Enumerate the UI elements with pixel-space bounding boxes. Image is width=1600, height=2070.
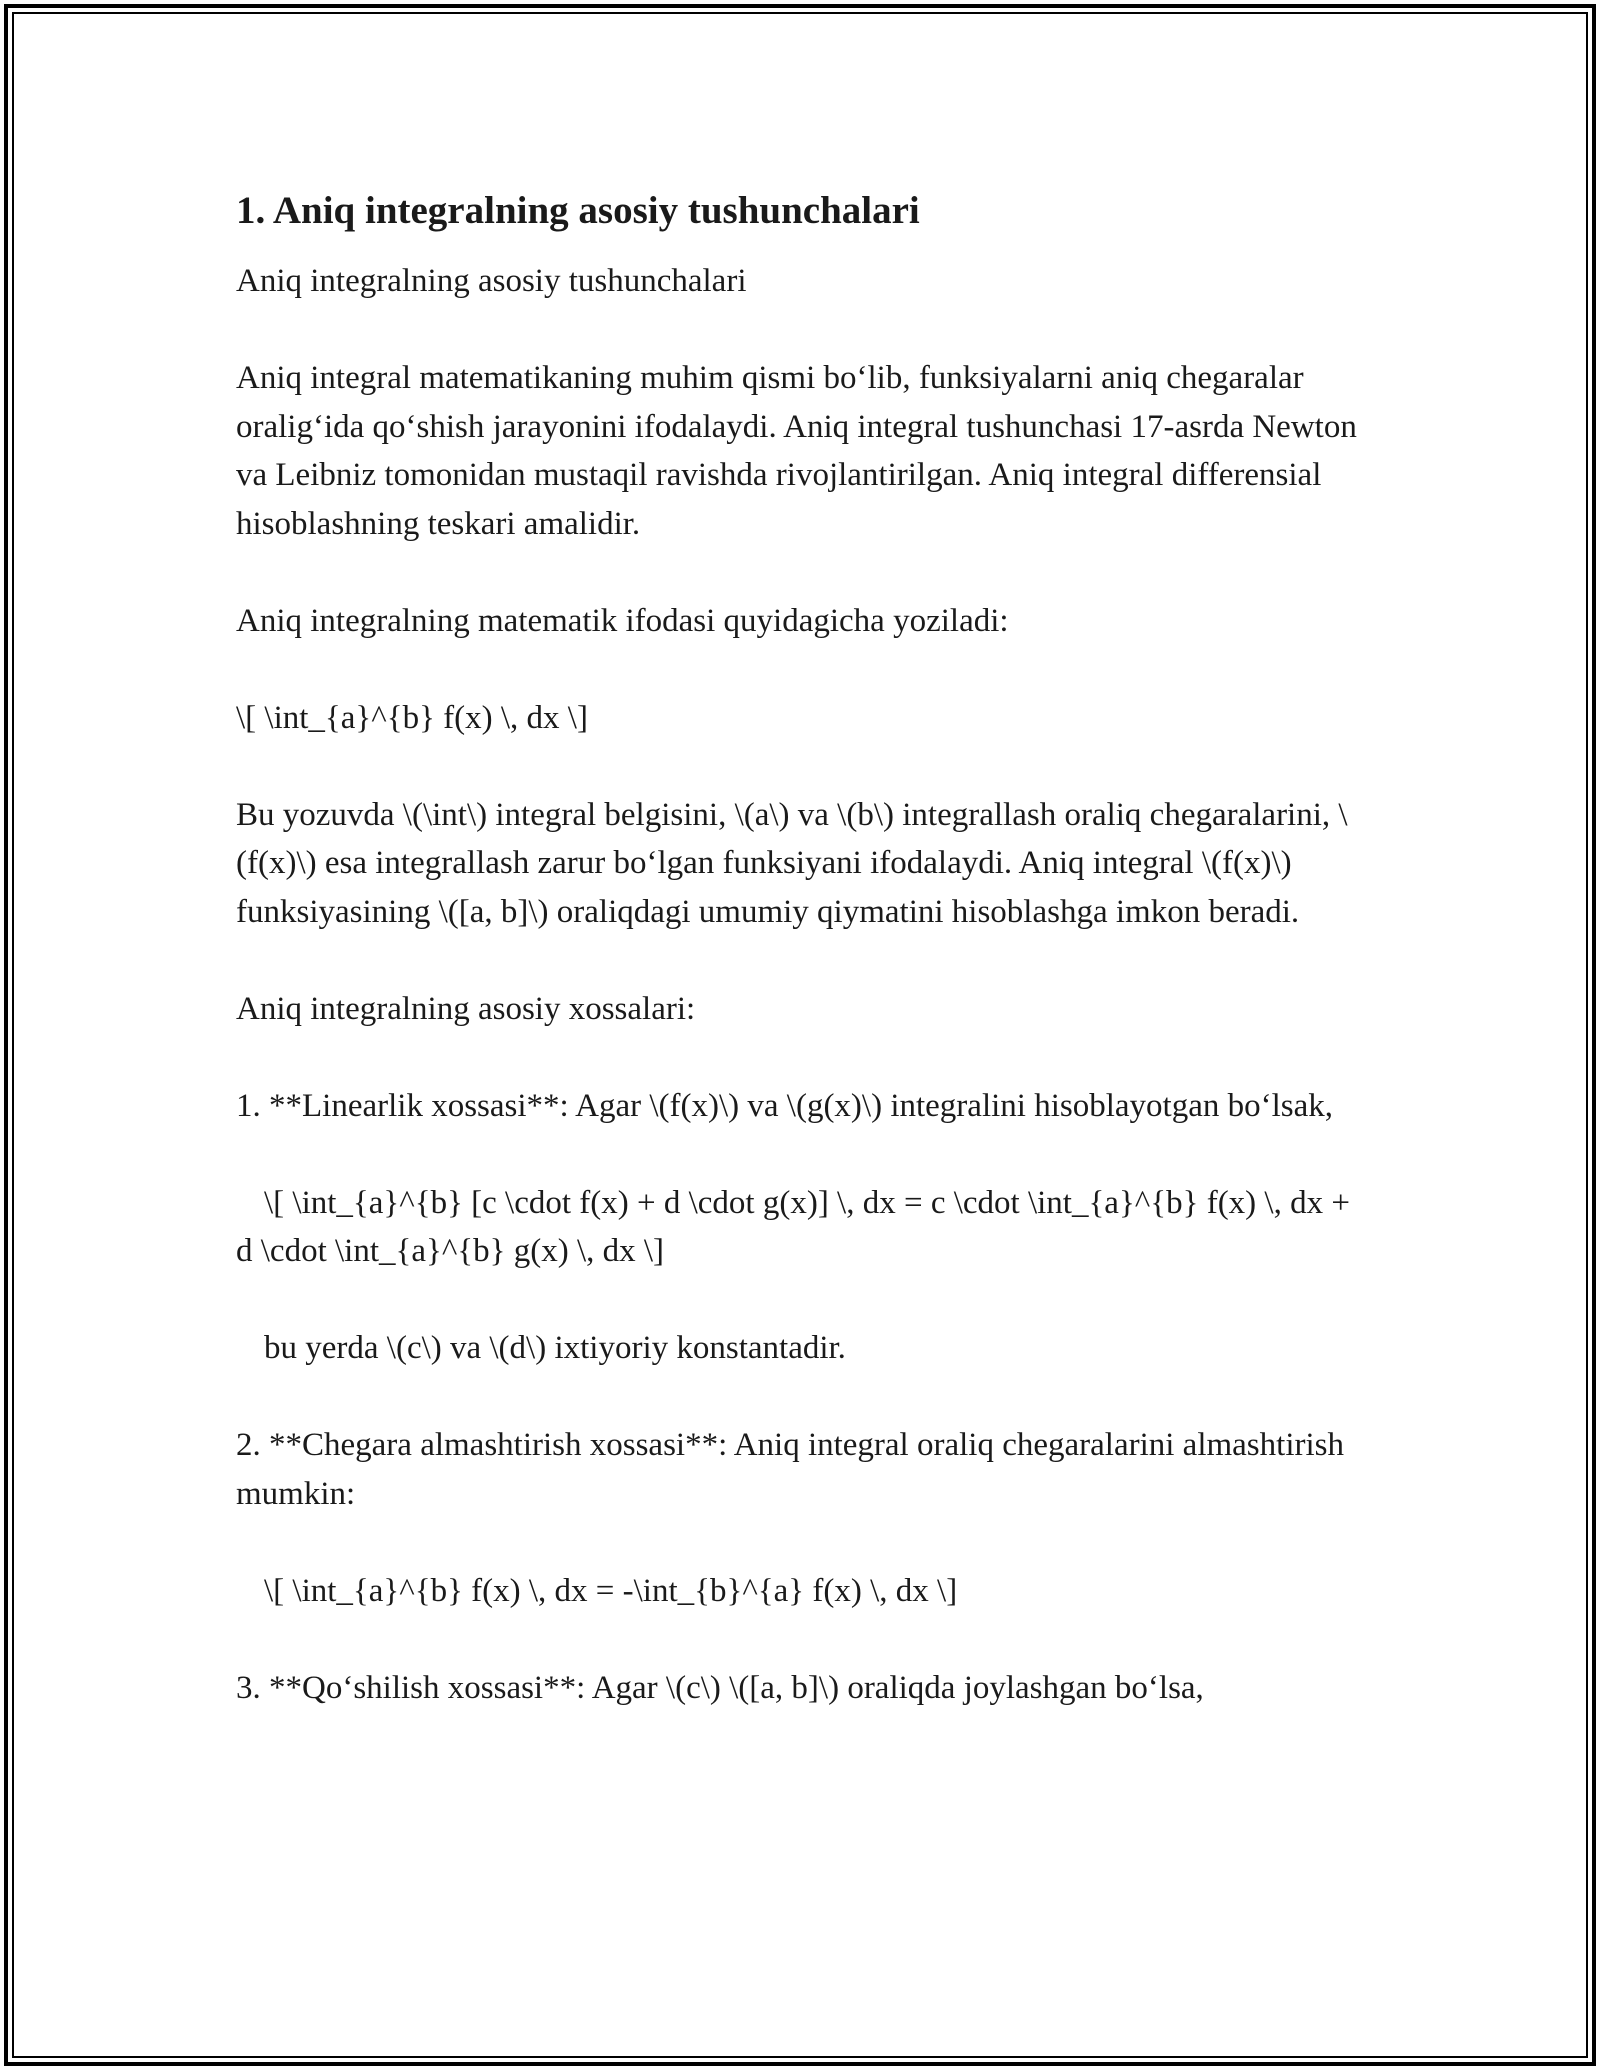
formula-definite-integral: \[ \int_{a}^{b} f(x) \, dx \] [236, 699, 588, 736]
paragraph-formula-lead: Aniq integralning matematik ifodasi quyidagicha yoziladi: [236, 602, 1009, 639]
formula-linearity: \[ \int_{a}^{b} [c \cdot f(x) + d \cdot g(x)] \, dx = c \cdot \int_{a}^{b} f(x) \, dx + d \cdot \int_{a}^{b} g(x) \, dx \] [236, 1184, 1359, 1269]
property-limit-swap: 2. **Chegara almashtirish xossasi**: Aniq integral oraliq chegaralarini almashtirish mumkin: [236, 1427, 1353, 1512]
paragraph-notation: Bu yozuvda \(\int\) integral belgisini, \(a\) va \(b\) integrallash oraliq chegaralarini, \(f(x)\) esa integrallash zarur bo‘lgan funksiyani ifodalaydi. Aniq integral \(f(x)\) funksiyasining \([a, b]\) oraliqdagi umumiy qiymatini hisoblashga imkon beradi. [236, 796, 1348, 930]
paragraph-subtitle: Aniq integralning asosiy tushunchalari [236, 263, 747, 299]
property-additivity: 3. **Qo‘shilish xossasi**: Agar \(c\) \([a, b]\) oraliqda joylashgan bo‘lsa, [236, 1669, 1204, 1706]
property-linearity: 1. **Linearlik xossasi**: Agar \(f(x)\) va \(g(x)\) integralini hisoblayotgan bo‘lsak, [236, 1087, 1333, 1124]
paragraph-constants-note: bu yerda \(c\) va \(d\) ixtiyoriy konstantadir. [264, 1330, 846, 1366]
formula-limit-swap: \[ \int_{a}^{b} f(x) \, dx = -\int_{b}^{a} f(x) \, dx \] [264, 1572, 958, 1609]
paragraph-properties-heading: Aniq integralning asosiy xossalari: [236, 990, 696, 1027]
paragraph-intro: Aniq integral matematikaning muhim qismi bo‘lib, funksiyalarni aniq chegaralar oralig‘ida qo‘shish jarayonini ifodalaydi. Aniq integral tushunchasi 17-asrda Newton va Leibniz tomonidan mustaqil ravishda rivojlantirilgan. Aniq integral differensial hisoblashning teskari amalidir. [236, 360, 1366, 542]
document-title: 1. Aniq integralning asosiy tushunchalari [236, 189, 920, 232]
document-page [236, 185, 1366, 1761]
